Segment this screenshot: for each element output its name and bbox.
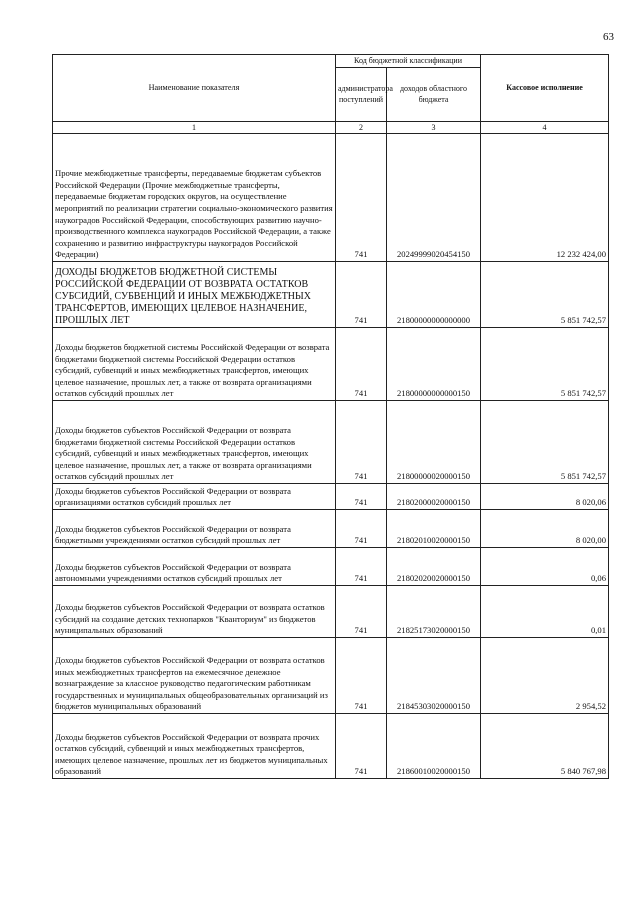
row-revenue-code: 21802010020000150 [387,510,481,548]
header-row [53,55,609,68]
row-admin-code: 741 [336,134,387,262]
row-admin-code: 741 [336,548,387,586]
row-revenue-code: 21860010020000150 [387,714,481,779]
table-row [53,548,609,586]
table-row [53,484,609,510]
table-row [53,714,609,779]
row-amount: 8 020,00 [481,510,609,548]
budget-table [52,54,609,779]
row-amount: 0,01 [481,586,609,638]
column-number-3: 3 [387,122,481,134]
row-admin-code: 741 [336,262,387,328]
row-admin-code: 741 [336,586,387,638]
table-row [53,586,609,638]
row-revenue-code: 20249999020454150 [387,134,481,262]
row-admin-code: 741 [336,638,387,714]
header-execution [481,55,609,122]
table-row [53,328,609,401]
row-revenue-code: 21825173020000150 [387,586,481,638]
page-number: 63 [603,31,614,43]
row-name: Доходы бюджетов бюджетной системы Российской Федерации от возврата бюджетами бюджетной системы Российской Федерации остатков субсидий, субвенций и иных межбюджетных трансфертов, имеющих целевое назначение, прошлых лет, а также от возврата организациями остатков субсидий прошлых лет [53,328,336,401]
table-row [53,134,609,262]
table-row [53,262,609,328]
row-name: Доходы бюджетов субъектов Российской Федерации от возврата бюджетами бюджетной системы Российской Федерации остатков субсидий, субвенций и иных межбюджетных трансфертов, имеющих целевое назначение, прошлых лет, а также от возврата организациями остатков субсидий прошлых лет [53,401,336,484]
header-name: Наименование показателя [53,55,336,122]
row-amount: 8 020,06 [481,484,609,510]
row-revenue-code: 21802000020000150 [387,484,481,510]
header-execution-label: Кассовое исполнение [506,82,583,92]
table-row [53,638,609,714]
row-name: Доходы бюджетов субъектов Российской Федерации от возврата организациями остатков субсидий прошлых лет [53,484,336,510]
row-name: Прочие межбюджетные трансферты, передаваемые бюджетам субъектов Российской Федерации (Прочие межбюджетные трансферты, передаваемые бюджетам городских округов, на осуществление мероприятий по реализации стратегии социально-экономического развития наукоградов Российской Федерации, способствующих развитию научно-производственного комплекса наукоградов Российской Федерации, а также сохранению и развитию инфраструктуры наукоградов Российской Федерации) [53,134,336,262]
row-revenue-code: 21845303020000150 [387,638,481,714]
column-number-4: 4 [481,122,609,134]
row-amount: 5 840 767,98 [481,714,609,779]
row-name: Доходы бюджетов субъектов Российской Федерации от возврата остатков субсидий на создание детских технопарков "Кванториум" из бюджетов муниципальных образований [53,586,336,638]
row-amount: 5 851 742,57 [481,328,609,401]
header-admin: администратора поступлений [336,68,387,122]
column-number-1: 1 [53,122,336,134]
row-revenue-code: 21800000020000150 [387,401,481,484]
row-name: Доходы бюджетов субъектов Российской Федерации от возврата бюджетными учреждениями остатков субсидий прошлых лет [53,510,336,548]
row-revenue-code: 21800000000000150 [387,328,481,401]
row-admin-code: 741 [336,510,387,548]
column-number-2: 2 [336,122,387,134]
row-admin-code: 741 [336,401,387,484]
row-amount: 12 232 424,00 [481,134,609,262]
column-number-row [53,122,609,134]
row-name: ДОХОДЫ БЮДЖЕТОВ БЮДЖЕТНОЙ СИСТЕМЫ РОССИЙСКОЙ ФЕДЕРАЦИИ ОТ ВОЗВРАТА ОСТАТКОВ СУБСИДИЙ, СУБВЕНЦИЙ И ИНЫХ МЕЖБЮДЖЕТНЫХ ТРАНСФЕРТОВ, ИМЕЮЩИХ ЦЕЛЕВОЕ НАЗНАЧЕНИЕ, ПРОШЛЫХ ЛЕТ [53,262,336,328]
row-admin-code: 741 [336,328,387,401]
table-row [53,401,609,484]
row-amount: 5 851 742,57 [481,262,609,328]
row-name: Доходы бюджетов субъектов Российской Федерации от возврата прочих остатков субсидий, субвенций и иных межбюджетных трансфертов, имеющих целевое назначение, прошлых лет из бюджетов муниципальных образований [53,714,336,779]
row-name: Доходы бюджетов субъектов Российской Федерации от возврата остатков иных межбюджетных трансфертов на ежемесячное денежное вознаграждение за классное руководство педагогическим работникам государственных и муниципальных общеобразовательных организаций из бюджетов муниципальных образований [53,638,336,714]
row-amount: 0,06 [481,548,609,586]
header-classification-group: Код бюджетной классификации [336,55,481,68]
row-amount: 5 851 742,57 [481,401,609,484]
row-amount: 2 954,52 [481,638,609,714]
row-name: Доходы бюджетов субъектов Российской Федерации от возврата автономными учреждениями остатков субсидий прошлых лет [53,548,336,586]
row-admin-code: 741 [336,484,387,510]
row-admin-code: 741 [336,714,387,779]
table-row [53,510,609,548]
row-revenue-code: 21802020020000150 [387,548,481,586]
header-revenue: доходов областного бюджета [387,68,481,122]
row-revenue-code: 21800000000000000 [387,262,481,328]
